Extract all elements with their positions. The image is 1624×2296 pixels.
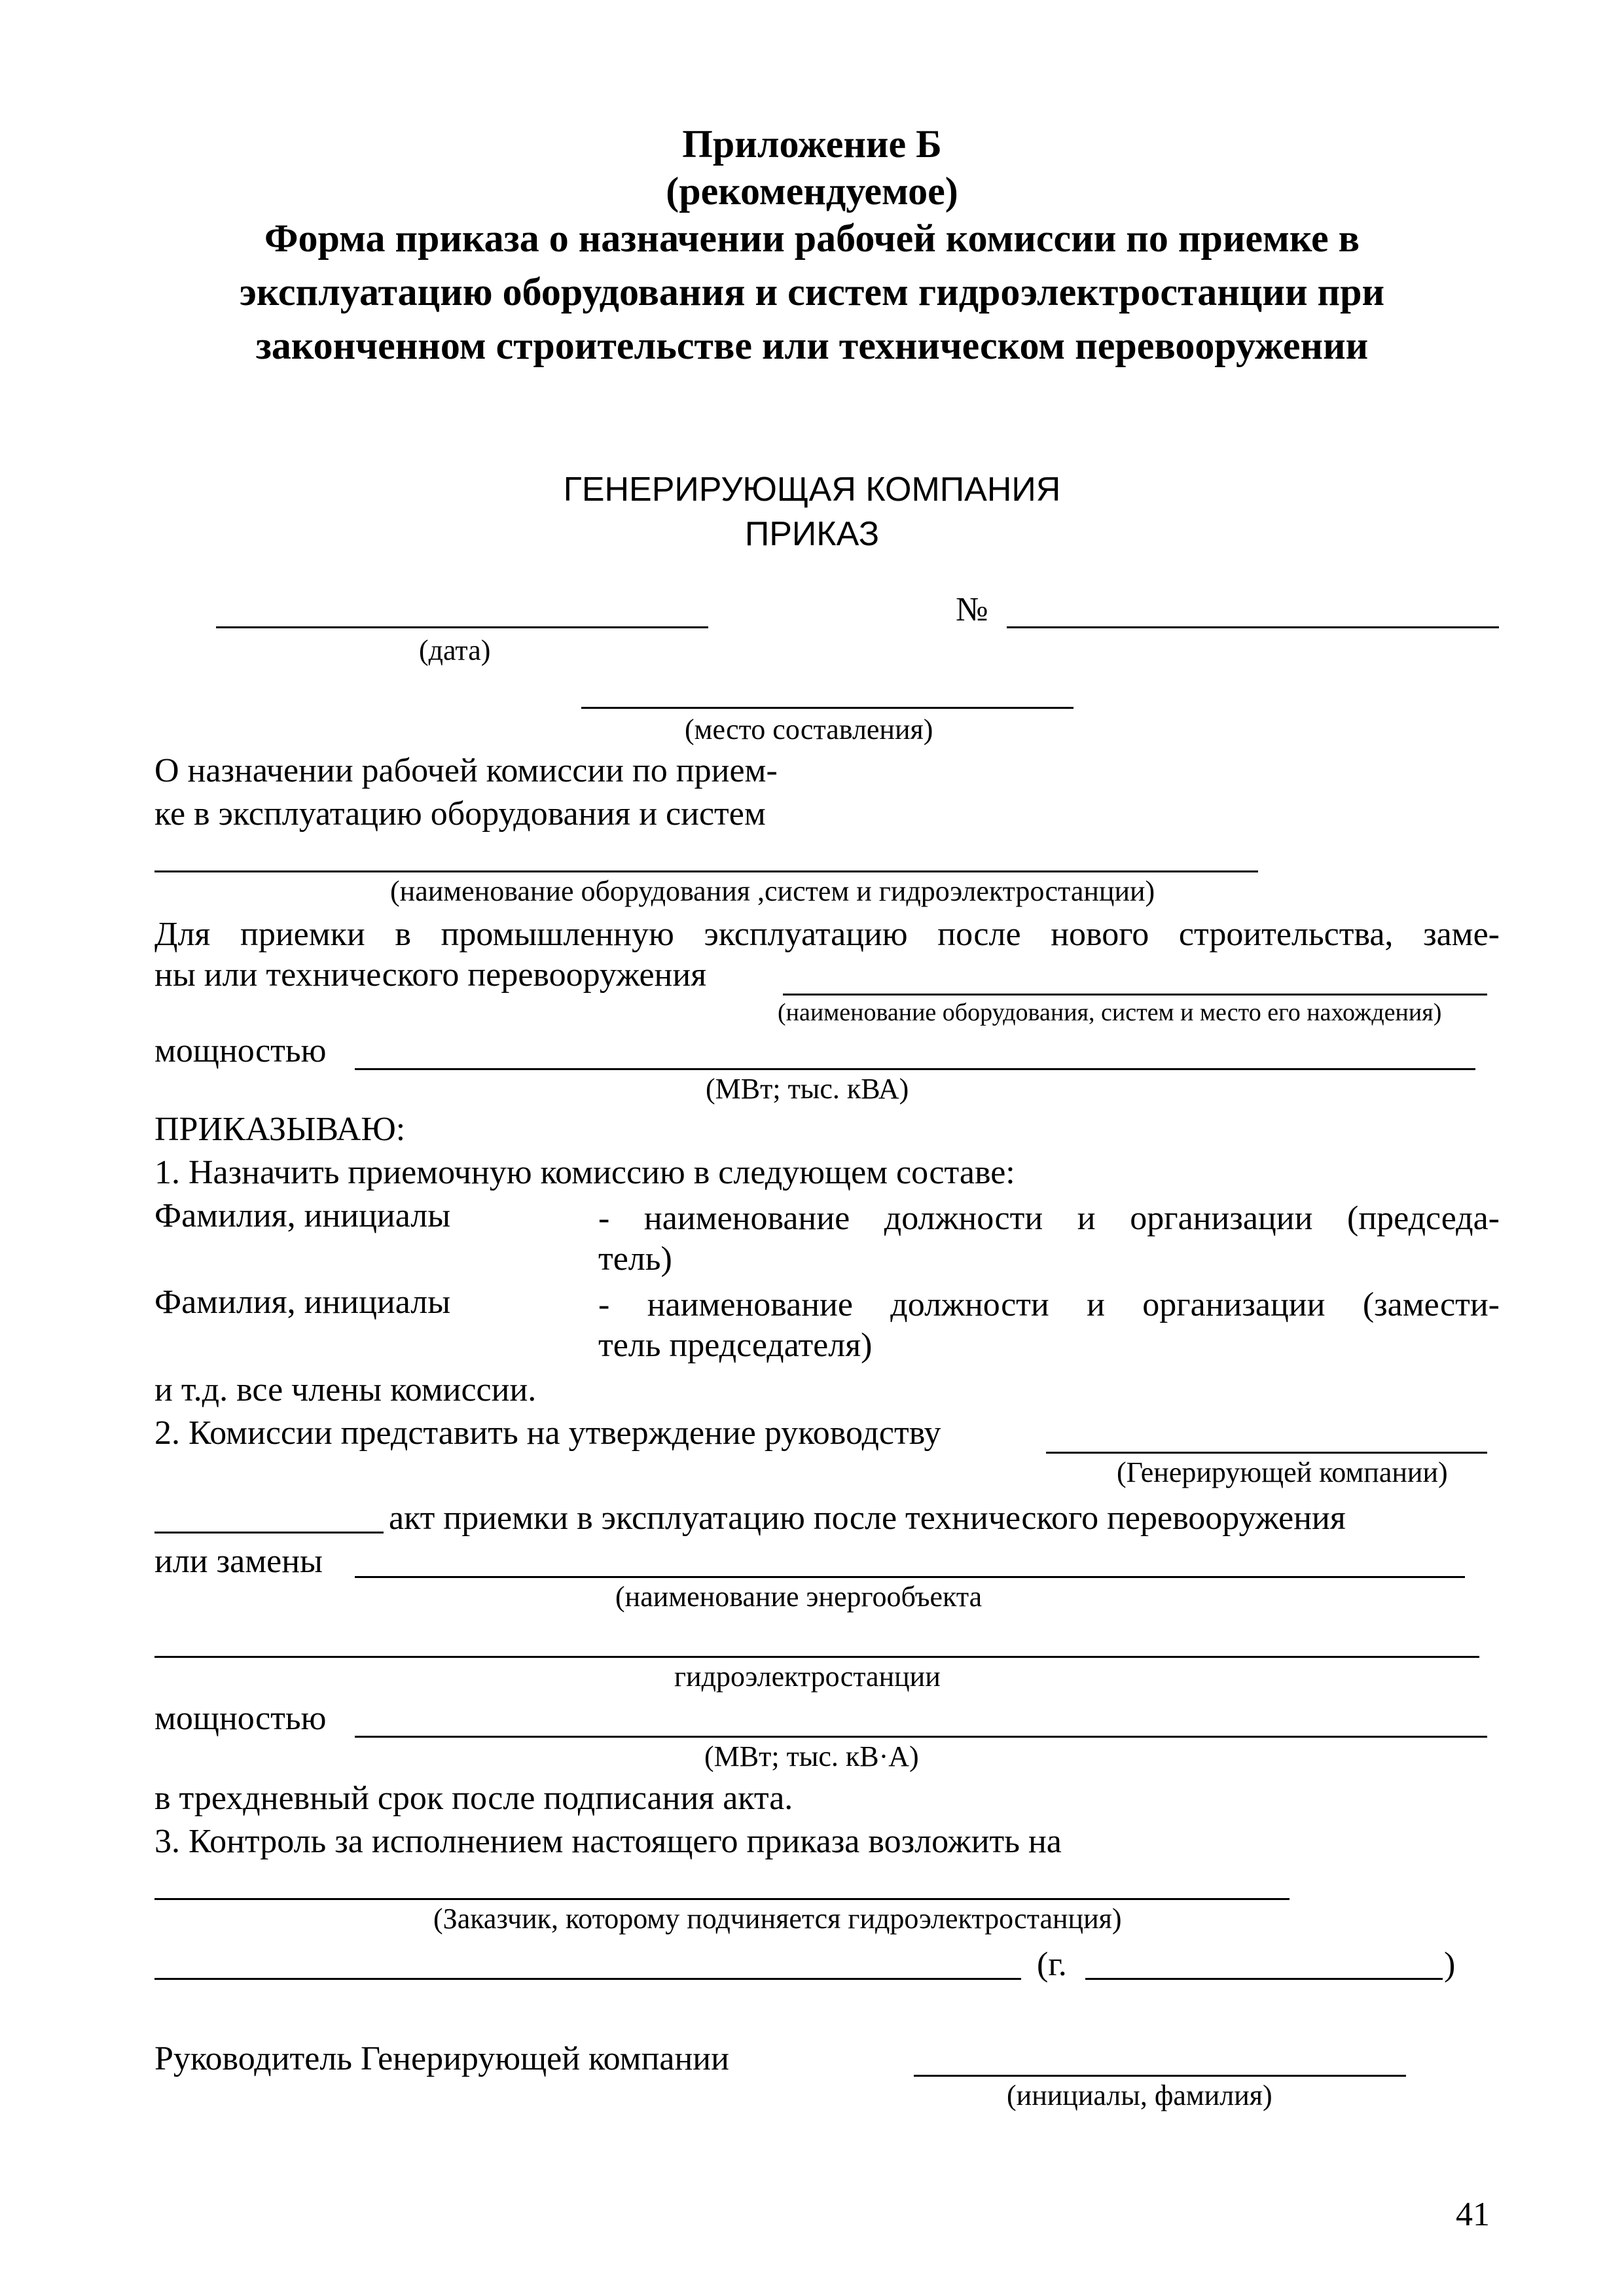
- member-1-name: Фамилия, инициалы: [154, 1197, 451, 1234]
- preamble-line: [783, 994, 1487, 996]
- member-1-role-line-1: - наименование должности и организации (председа-: [598, 1200, 1500, 1237]
- company-caption: (Генерирующей компании): [1117, 1456, 1448, 1488]
- deadline-text: в трехдневный срок после подписания акта.: [154, 1780, 793, 1817]
- object-caption: (наименование энергообъекта: [615, 1581, 983, 1613]
- company-line: [1046, 1452, 1487, 1454]
- signature-caption: (инициалы, фамилия): [1007, 2079, 1272, 2111]
- city-close: ): [1444, 1946, 1456, 1983]
- power-label-2: мощностью: [154, 1700, 327, 1737]
- number-line: [1007, 626, 1499, 628]
- city-open: (г.: [1037, 1946, 1067, 1983]
- appendix-subtitle: (рекомендуемое): [666, 170, 958, 213]
- customer-caption: (Заказчик, которому подчиняется гидроэлектростанция): [433, 1903, 1122, 1935]
- signature-line: [914, 2075, 1406, 2077]
- number-sign: №: [956, 591, 988, 628]
- place-line: [581, 707, 1074, 709]
- replace-label: или замены: [154, 1543, 323, 1580]
- appendix-title: Приложение Б: [682, 122, 942, 166]
- hpp-line: [154, 1656, 1479, 1658]
- heading-line-1: Форма приказа о назначении рабочей комиссии по приемке в: [264, 217, 1360, 260]
- place-caption: (место составления): [685, 713, 933, 745]
- order-item-2: 2. Комиссии представить на утверждение руководству: [154, 1414, 941, 1452]
- act-prefix-line: [154, 1532, 384, 1534]
- member-1-role-line-2: тель): [598, 1240, 672, 1278]
- preamble-caption: (наименование оборудования, систем и место его нахождения): [778, 999, 1442, 1026]
- order-word: ПРИКАЗ: [744, 515, 880, 553]
- company-name: ГЕНЕРИРУЮЩАЯ КОМПАНИЯ: [563, 471, 1061, 509]
- hpp-caption: гидроэлектростанции: [674, 1660, 941, 1693]
- power-label-1: мощностью: [154, 1032, 327, 1069]
- date-line: [216, 626, 708, 628]
- preamble-line-2: ны или технического перевооружения: [154, 956, 707, 994]
- customer-name-line: [154, 1978, 1021, 1980]
- heading-line-2: эксплуатацию оборудования и систем гидроэлектростанции при: [239, 270, 1385, 314]
- orders-heading: ПРИКАЗЫВАЮ:: [154, 1111, 406, 1148]
- power-line-1: [355, 1068, 1475, 1070]
- member-2-role-line-1: - наименование должности и организации (замести-: [598, 1286, 1500, 1323]
- subject-line-1: О назначении рабочей комиссии по прием-: [154, 752, 778, 789]
- date-caption: (дата): [419, 634, 491, 666]
- power-line-2: [355, 1736, 1487, 1738]
- subject-line-2: ке в эксплуатацию оборудования и систем: [154, 795, 766, 833]
- signature-label: Руководитель Генерирующей компании: [154, 2040, 729, 2077]
- order-item-1: 1. Назначить приемочную комиссию в следующем составе:: [154, 1154, 1015, 1191]
- order-item-3: 3. Контроль за исполнением настоящего приказа возложить на: [154, 1823, 1062, 1860]
- power-caption-1: (МВт; тыс. кВА): [706, 1073, 909, 1105]
- act-text: акт приемки в эксплуатацию после технического перевооружения: [389, 1499, 1346, 1537]
- members-etc: и т.д. все члены комиссии.: [154, 1371, 537, 1408]
- equipment-line: [154, 870, 1258, 872]
- member-2-role-line-2: тель председателя): [598, 1327, 873, 1364]
- object-line: [355, 1576, 1465, 1578]
- customer-line: [154, 1898, 1290, 1900]
- member-2-name: Фамилия, инициалы: [154, 1283, 451, 1321]
- power-caption-2: (МВт; тыс. кВ·А): [704, 1740, 919, 1772]
- heading-line-3: законченном строительстве или техническом перевооружении: [255, 324, 1369, 367]
- preamble-line-1: Для приемки в промышленную эксплуатацию после нового строительства, заме-: [154, 916, 1500, 953]
- city-line: [1085, 1978, 1443, 1980]
- equipment-caption: (наименование оборудования ,систем и гидроэлектростанции): [390, 875, 1155, 907]
- page-number: 41: [1456, 2196, 1490, 2233]
